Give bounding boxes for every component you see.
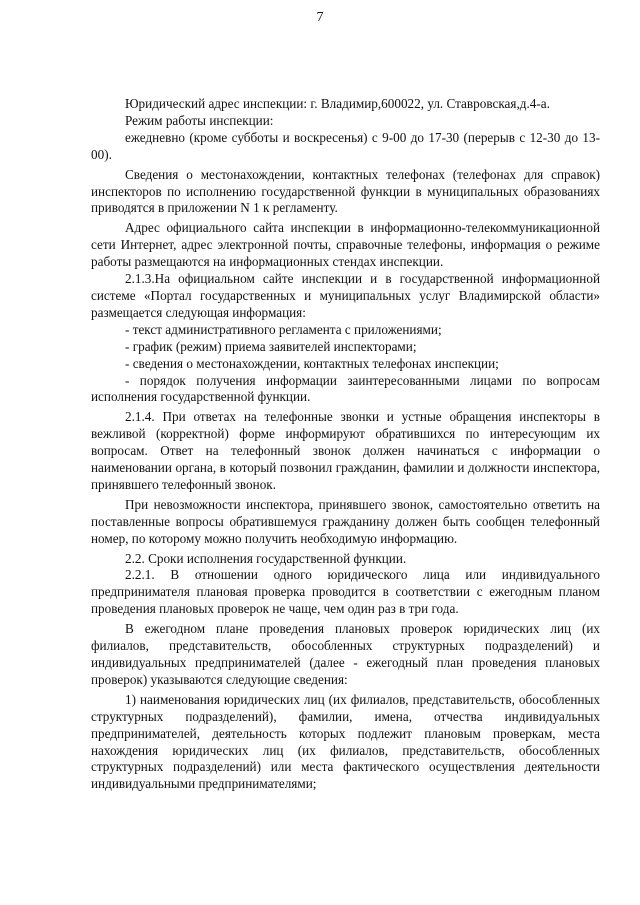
list-item: - текст административного регламента с приложениями; (125, 321, 442, 337)
paragraph-phone-fallback: При невозможности инспектора, принявшего звонок, самостоятельно ответить на поставленные вопросы обратившемуся гражданину должен быть сообщен телефонный номер, по которому можно получить необходимую информацию. (91, 496, 600, 546)
paragraph-plan-item-1: 1) наименования юридических лиц (их филиалов, представительств, обособленных структурных подразделений), фамилии, имена, отчества индивидуальных предпринимателей, деятельность которых подлежит плановым проверкам, места нахождения юридических лиц (их филиалов, представительств, обособленных структурных подразделений) или места фактического осуществления деятельности индивидуальными предпринимателями; (91, 691, 600, 792)
section-heading-2-2: 2.2. Сроки исполнения государственной функции. (125, 550, 407, 566)
paragraph-legal-address: Юридический адрес инспекции: г. Владимир,600022, ул. Ставровская,д.4-а. (125, 96, 550, 111)
page-number: 7 (316, 10, 324, 25)
paragraph-work-schedule: ежедневно (кроме субботы и воскресенья) с 9-00 до 17-30 (перерыв с 12-30 до 13-00). (91, 129, 600, 162)
paragraph-2-1-3: 2.1.3.На официальном сайте инспекции и в государственной информационной системе «Портал государственных и муниципальных услуг Владимирской области» размещается следующая информация: (91, 271, 600, 320)
paragraph-work-schedule-heading: Режим работы инспекции: (125, 112, 274, 128)
paragraph-annual-plan: В ежегодном плане проведения плановых проверок юридических лиц (их филиалов, представительств, обособленных структурных подразделений) и индивидуальных предпринимателей (далее - ежегодный план проведения плановых проверок) указываются следующие сведения: (91, 621, 600, 687)
paragraph-website-info: Адрес официального сайта инспекции в информационно-телекоммуникационной сети Интернет, адрес электронной почты, справочные телефоны, информация о режиме работы размещаются на информационных стендах инспекции. (91, 220, 600, 270)
document-body (91, 96, 600, 793)
list-item: - порядок получения информации заинтересованными лицами по вопросам исполнения государственной функции. (91, 372, 600, 405)
paragraph-2-1-4: 2.1.4. При ответах на телефонные звонки и устные обращения инспекторы в вежливой (корректной) форме информируют обратившихся по интересующим их вопросам. Ответ на телефонный звонок должен начинаться с информации о наименовании органа, в который позвонил гражданин, фамилии и должности инспектора, принявшего телефонный звонок. (91, 409, 600, 492)
list-item: - график (режим) приема заявителей инспекторами; (125, 338, 417, 354)
paragraph-contacts-info: Сведения о местонахождении, контактных телефонах (телефонах для справок) инспекторов по исполнению государственной функции в муниципальных образованиях приводятся в приложении N 1 к регламенту. (91, 166, 600, 216)
list-item: - сведения о местонахождении, контактных телефонах инспекции; (125, 355, 499, 371)
paragraph-2-2-1: 2.2.1. В отношении одного юридического лица или индивидуального предпринимателя плановая проверка проводится в соответствии с ежегодным планом проведения плановых проверок не чаще, чем один раз в три года. (91, 567, 600, 617)
